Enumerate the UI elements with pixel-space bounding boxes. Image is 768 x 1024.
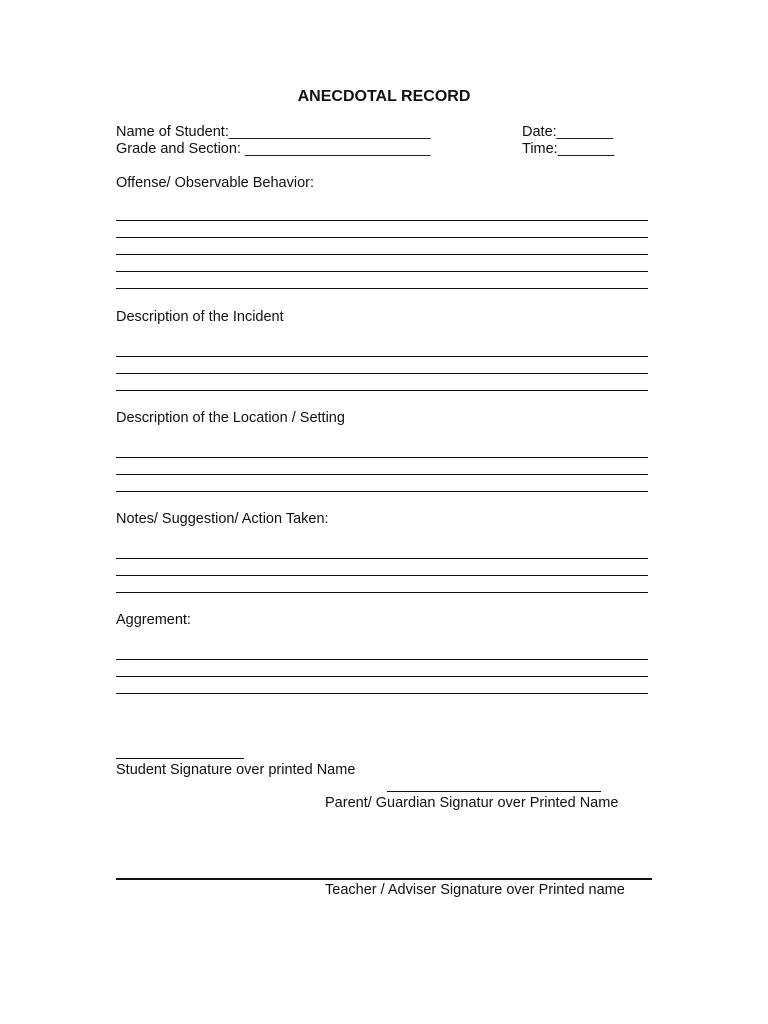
offense-line[interactable] — [116, 240, 648, 257]
notes-line[interactable] — [116, 578, 648, 595]
location-line[interactable] — [116, 477, 648, 494]
offense-heading: Offense/ Observable Behavior: — [116, 175, 315, 191]
teacher-signature-label: Teacher / Adviser Signature over Printed name — [325, 882, 625, 898]
date-field[interactable]: Date:_______ — [522, 124, 614, 140]
incident-line[interactable] — [116, 342, 648, 359]
agreement-line[interactable] — [116, 662, 648, 679]
parent-signature-line[interactable] — [387, 791, 601, 793]
parent-signature-label: Parent/ Guardian Signatur over Printed Name — [325, 795, 619, 811]
student-signature-line[interactable] — [116, 758, 244, 760]
incident-line[interactable] — [116, 376, 648, 393]
offense-line[interactable] — [116, 274, 648, 291]
agreement-heading: Aggrement: — [116, 612, 191, 628]
incident-line[interactable] — [116, 359, 648, 376]
grade-section-field[interactable]: Grade and Section: _______________________ — [116, 141, 431, 157]
student-signature-label: Student Signature over printed Name — [116, 762, 356, 778]
agreement-line[interactable] — [116, 679, 648, 696]
offense-line[interactable] — [116, 206, 648, 223]
agreement-line[interactable] — [116, 645, 648, 662]
notes-line[interactable] — [116, 544, 648, 561]
offense-line[interactable] — [116, 223, 648, 240]
location-line[interactable] — [116, 460, 648, 477]
incident-heading: Description of the Incident — [116, 309, 284, 325]
offense-line[interactable] — [116, 257, 648, 274]
teacher-signature-line[interactable] — [116, 878, 652, 880]
student-name-field[interactable]: Name of Student:_________________________ — [116, 124, 431, 140]
location-line[interactable] — [116, 443, 648, 460]
location-heading: Description of the Location / Setting — [116, 410, 345, 426]
time-field[interactable]: Time:_______ — [522, 141, 615, 157]
notes-heading: Notes/ Suggestion/ Action Taken: — [116, 511, 329, 527]
document-title: ANECDOTAL RECORD — [297, 88, 471, 105]
notes-line[interactable] — [116, 561, 648, 578]
